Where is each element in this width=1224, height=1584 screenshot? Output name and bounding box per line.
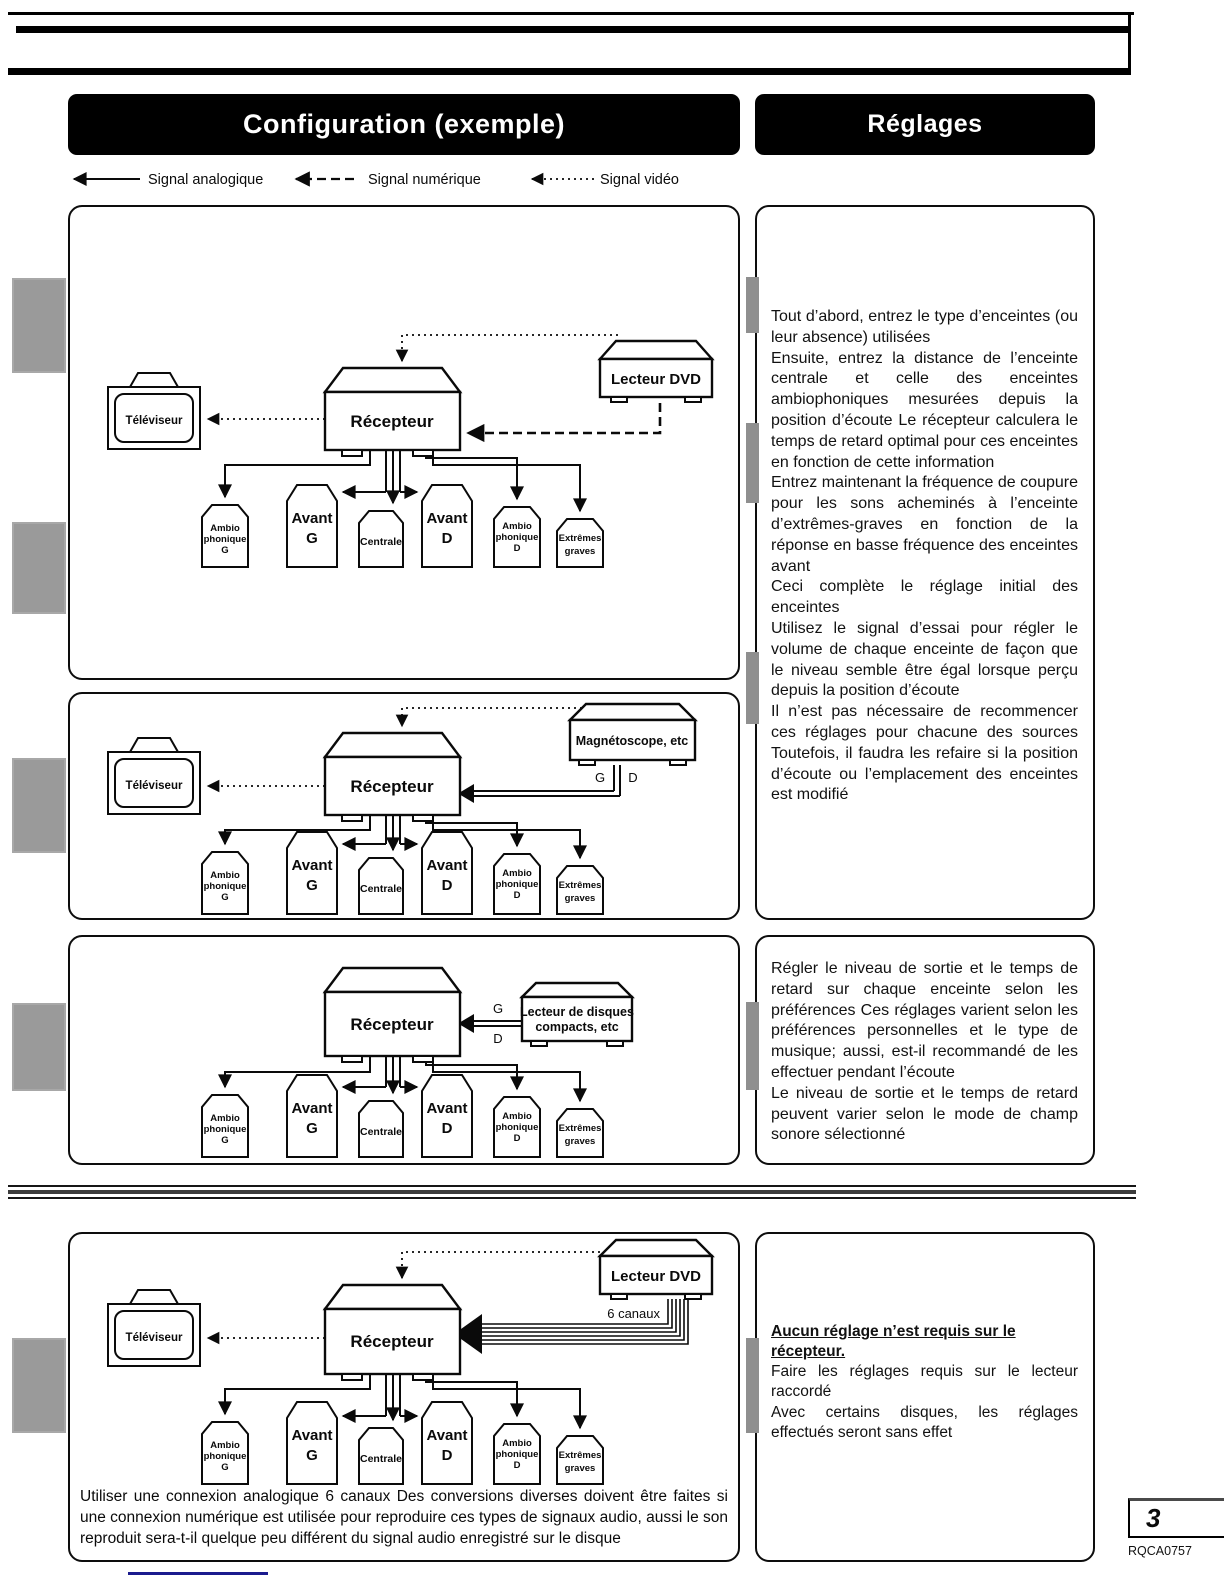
scan-artifact-blue-line (128, 1572, 268, 1575)
header-frame-top-line (8, 12, 1134, 15)
analog-connection-note: Utiliser une connexion analogique 6 canaux Des conversions diverses doivent être faites si une connexion numérique est utilisée pour reproduire ces types de signaux audio, aussi le son reproduit sera-t-il quelque peu différent du signal audio enregistré sur le disque (80, 1488, 728, 1547)
speaker-label: D (513, 1460, 521, 1471)
scan-artifact-strip (746, 652, 759, 724)
speaker-wires (225, 1056, 580, 1101)
speaker-label: Ambio (502, 868, 532, 879)
speaker-label: phonique (203, 881, 247, 892)
settings-none-box (755, 1232, 1095, 1562)
settings-paragraph: Régler le niveau de sortie et le temps de retard sur chaque enceinte selon les préférences Ces réglages varient selon les préférences personnelles et le type de musique; aussi, est-il recommandé de les effectuer pendant l’écoute (771, 960, 1078, 1081)
receiver-label: Récepteur (350, 1015, 434, 1034)
speaker-subwoofer (557, 866, 603, 914)
six-channel-label: 6 canaux (607, 1306, 660, 1321)
speaker-label: Avant (426, 1100, 468, 1117)
tv-device (108, 373, 200, 449)
receiver-device (325, 368, 460, 456)
speaker-subwoofer (557, 1436, 603, 1484)
section-separator (8, 1185, 1136, 1187)
speaker-center (359, 858, 403, 914)
page-number: 3 (1146, 1503, 1161, 1533)
settings-paragraph: Avec certains disques, les réglages effectués seront sans effet (771, 1403, 1078, 1441)
video-signal-arrow (402, 708, 582, 726)
page-number-box (1128, 1498, 1224, 1538)
header-frame-bar-bottom (8, 68, 1130, 75)
speaker-label: Extrêmes (558, 533, 602, 544)
diagram-box-cd-analog (68, 935, 740, 1165)
speaker-surround-left (202, 1095, 248, 1157)
speaker-label: G (306, 530, 318, 547)
speaker-label: Centrale (359, 883, 403, 895)
speaker-label: graves (564, 546, 596, 557)
diagram-box-vcr-analog (68, 692, 740, 920)
speaker-label: Ambio (502, 1111, 532, 1122)
speaker-label: G (306, 877, 318, 894)
receiver-label: Récepteur (350, 1332, 434, 1351)
speaker-surround-left (202, 505, 248, 567)
speaker-front-left (287, 1402, 337, 1484)
settings-level-box (755, 935, 1095, 1165)
speaker-label: Ambio (210, 1440, 240, 1451)
tv-label: Téléviseur (125, 415, 183, 427)
speaker-surround-right (494, 1424, 540, 1484)
scan-artifact-strip (746, 1002, 759, 1090)
configuration-diagram-1 (70, 207, 737, 677)
speaker-label: Avant (291, 1100, 333, 1117)
speaker-label: G (221, 892, 229, 903)
speaker-front-left (287, 485, 337, 567)
speaker-front-right (422, 485, 472, 567)
speaker-label: graves (564, 1136, 596, 1147)
speaker-front-right (422, 1075, 472, 1157)
configuration-diagram-3 (70, 937, 737, 1162)
speaker-label: graves (564, 893, 596, 904)
speaker-label: phonique (495, 879, 539, 890)
speaker-surround-left (202, 852, 248, 914)
diagram-box-dvd-6channel (68, 1232, 740, 1562)
speaker-label: G (306, 1447, 318, 1464)
speaker-label: Avant (426, 1427, 468, 1444)
settings-paragraph: Ensuite, entrez la distance de l’enceinte centrale et celle des enceintes ambiophoniques mesurées depuis la position d’écoute Le récepteur calculera le temps de retard optimal pour ces enceintes en fonction de cette information (771, 349, 1078, 471)
speaker-label: D (513, 1133, 521, 1144)
scan-artifact-strip (746, 1338, 759, 1433)
section-separator (8, 1197, 1136, 1199)
scan-artifact-strip (746, 277, 759, 333)
tv-device (108, 1290, 200, 1366)
speaker-front-left (287, 1075, 337, 1157)
speaker-label: G (221, 1135, 229, 1146)
speaker-label: Extrêmes (558, 1450, 602, 1461)
dvd-label: Lecteur DVD (610, 1268, 702, 1285)
right-channel-label: D (628, 770, 638, 785)
speaker-surround-right (494, 1097, 540, 1157)
scan-artifact-block (12, 522, 66, 614)
settings-title: Réglages (867, 110, 983, 138)
dvd-player-device (600, 341, 712, 402)
speaker-label: phonique (495, 1449, 539, 1460)
speaker-label: phonique (495, 1122, 539, 1133)
speaker-label: D (513, 543, 521, 554)
tv-device (108, 738, 200, 814)
speaker-front-left (287, 832, 337, 914)
speaker-label: Centrale (359, 1126, 403, 1138)
settings-paragraph: Faire les réglages requis sur le lecteur raccordé (771, 1363, 1078, 1401)
receiver-label: Récepteur (350, 777, 434, 796)
speaker-center (359, 1428, 403, 1484)
left-channel-label: G (594, 770, 606, 785)
configuration-section-header (68, 94, 740, 155)
speaker-label: phonique (203, 1124, 247, 1135)
settings-initial-box (755, 205, 1095, 920)
settings-paragraph: Utilisez le signal d’essai pour régler le volume de chaque enceinte de façon que le niveau semble être égal lorsque perçu depuis la position d’écoute (771, 619, 1078, 700)
analog-signal-label: Signal analogique (148, 172, 264, 188)
speaker-label: Avant (426, 510, 468, 527)
receiver-device (325, 1285, 460, 1380)
video-signal-label: Signal vidéo (600, 172, 679, 188)
vcr-device (570, 704, 695, 785)
dvd-player-device (600, 1240, 712, 1299)
speaker-front-right (422, 1402, 472, 1484)
speaker-label: Extrêmes (558, 1123, 602, 1134)
digital-signal-arrow (468, 403, 660, 433)
settings-paragraph: Entrez maintenant la fréquence de coupure pour les sons acheminés à l’enceinte d’extrêmes-graves en fonction de la réponse en basse fréquence des enceintes avant (771, 474, 1078, 575)
speaker-label: graves (564, 1463, 596, 1474)
document-code: RQCA0757 (1128, 1544, 1192, 1558)
cd-player-device (520, 983, 634, 1046)
speaker-front-right (422, 832, 472, 914)
scan-artifact-block (12, 1338, 66, 1433)
speaker-label: Ambio (210, 1113, 240, 1124)
speaker-label: phonique (495, 532, 539, 543)
speaker-label: G (221, 1462, 229, 1473)
speaker-label: G (221, 545, 229, 556)
scan-artifact-block (12, 758, 66, 853)
speaker-label: D (441, 877, 453, 894)
settings-paragraph: Il n’est pas nécessaire de recommencer ces réglages pour chacune des sources Toutefois, il faudra les refaire si la position d’écoute ou l’emplacement des enceintes est modifié (771, 703, 1078, 804)
speaker-surround-left (202, 1422, 248, 1484)
settings-paragraph: Ceci complète le réglage initial des enceintes (771, 578, 1078, 617)
speaker-label: Centrale (359, 1453, 403, 1465)
tv-label: Téléviseur (125, 1332, 183, 1344)
speaker-wires (225, 1374, 580, 1428)
header-frame-right-line (1128, 14, 1131, 75)
video-signal-arrow (402, 335, 618, 361)
speaker-label: Avant (291, 1427, 333, 1444)
configuration-diagram-2 (70, 694, 737, 917)
receiver-device (325, 968, 460, 1062)
speaker-label: Ambio (502, 1438, 532, 1449)
receiver-device (325, 733, 460, 821)
analog-signal-arrow (458, 1001, 522, 1046)
signal-legend (64, 166, 744, 194)
speaker-label: D (441, 1447, 453, 1464)
speaker-label: Ambio (210, 523, 240, 534)
speaker-label: Extrêmes (558, 880, 602, 891)
settings-section-header (755, 94, 1095, 155)
configuration-diagram-4 (70, 1234, 737, 1489)
speaker-subwoofer (557, 1109, 603, 1157)
scan-artifact-block (12, 1003, 66, 1091)
speaker-label: D (513, 890, 521, 901)
speaker-label: phonique (203, 534, 247, 545)
speaker-surround-right (494, 854, 540, 914)
speaker-subwoofer (557, 519, 603, 567)
speaker-label: D (441, 1120, 453, 1137)
cd-label-line2: compacts, etc (535, 1020, 619, 1034)
digital-signal-label: Signal numérique (368, 172, 481, 188)
no-settings-heading: Aucun réglage n’est requis sur le récepteur. (771, 1323, 1016, 1361)
speaker-surround-right (494, 507, 540, 567)
speaker-label: Avant (291, 510, 333, 527)
speaker-center (359, 511, 403, 567)
speaker-label: Centrale (359, 536, 403, 548)
settings-paragraph: Le niveau de sortie et le temps de retard peuvent varier selon le mode de champ sonore sélectionné (771, 1084, 1078, 1144)
speaker-label: Ambio (502, 521, 532, 532)
settings-paragraph: Tout d’abord, entrez le type d’enceintes (ou leur absence) utilisées (771, 308, 1078, 346)
speaker-label: phonique (203, 1451, 247, 1462)
header-frame-bar-top (16, 26, 1130, 33)
speaker-center (359, 1101, 403, 1157)
section-separator (8, 1190, 1136, 1194)
scan-artifact-block (12, 278, 66, 373)
dvd-label: Lecteur DVD (610, 371, 702, 388)
cd-label-line1: Lecteur de disques (520, 1005, 634, 1019)
speaker-label: D (441, 530, 453, 547)
speaker-label: Avant (426, 857, 468, 874)
six-channel-bundle (454, 1299, 688, 1354)
speaker-wires (225, 815, 580, 858)
video-signal-arrow (402, 1252, 618, 1278)
right-channel-label: D (493, 1031, 503, 1046)
vcr-label: Magnétoscope, etc (575, 734, 689, 748)
left-channel-label: G (492, 1001, 504, 1016)
speaker-label: Ambio (210, 870, 240, 881)
scan-artifact-strip (746, 423, 759, 503)
receiver-label: Récepteur (350, 412, 434, 431)
speaker-label: Avant (291, 857, 333, 874)
speaker-wires (225, 450, 580, 511)
configuration-title: Configuration (exemple) (242, 109, 565, 139)
diagram-box-dvd-digital (68, 205, 740, 680)
speaker-label: G (306, 1120, 318, 1137)
tv-label: Téléviseur (125, 780, 183, 792)
